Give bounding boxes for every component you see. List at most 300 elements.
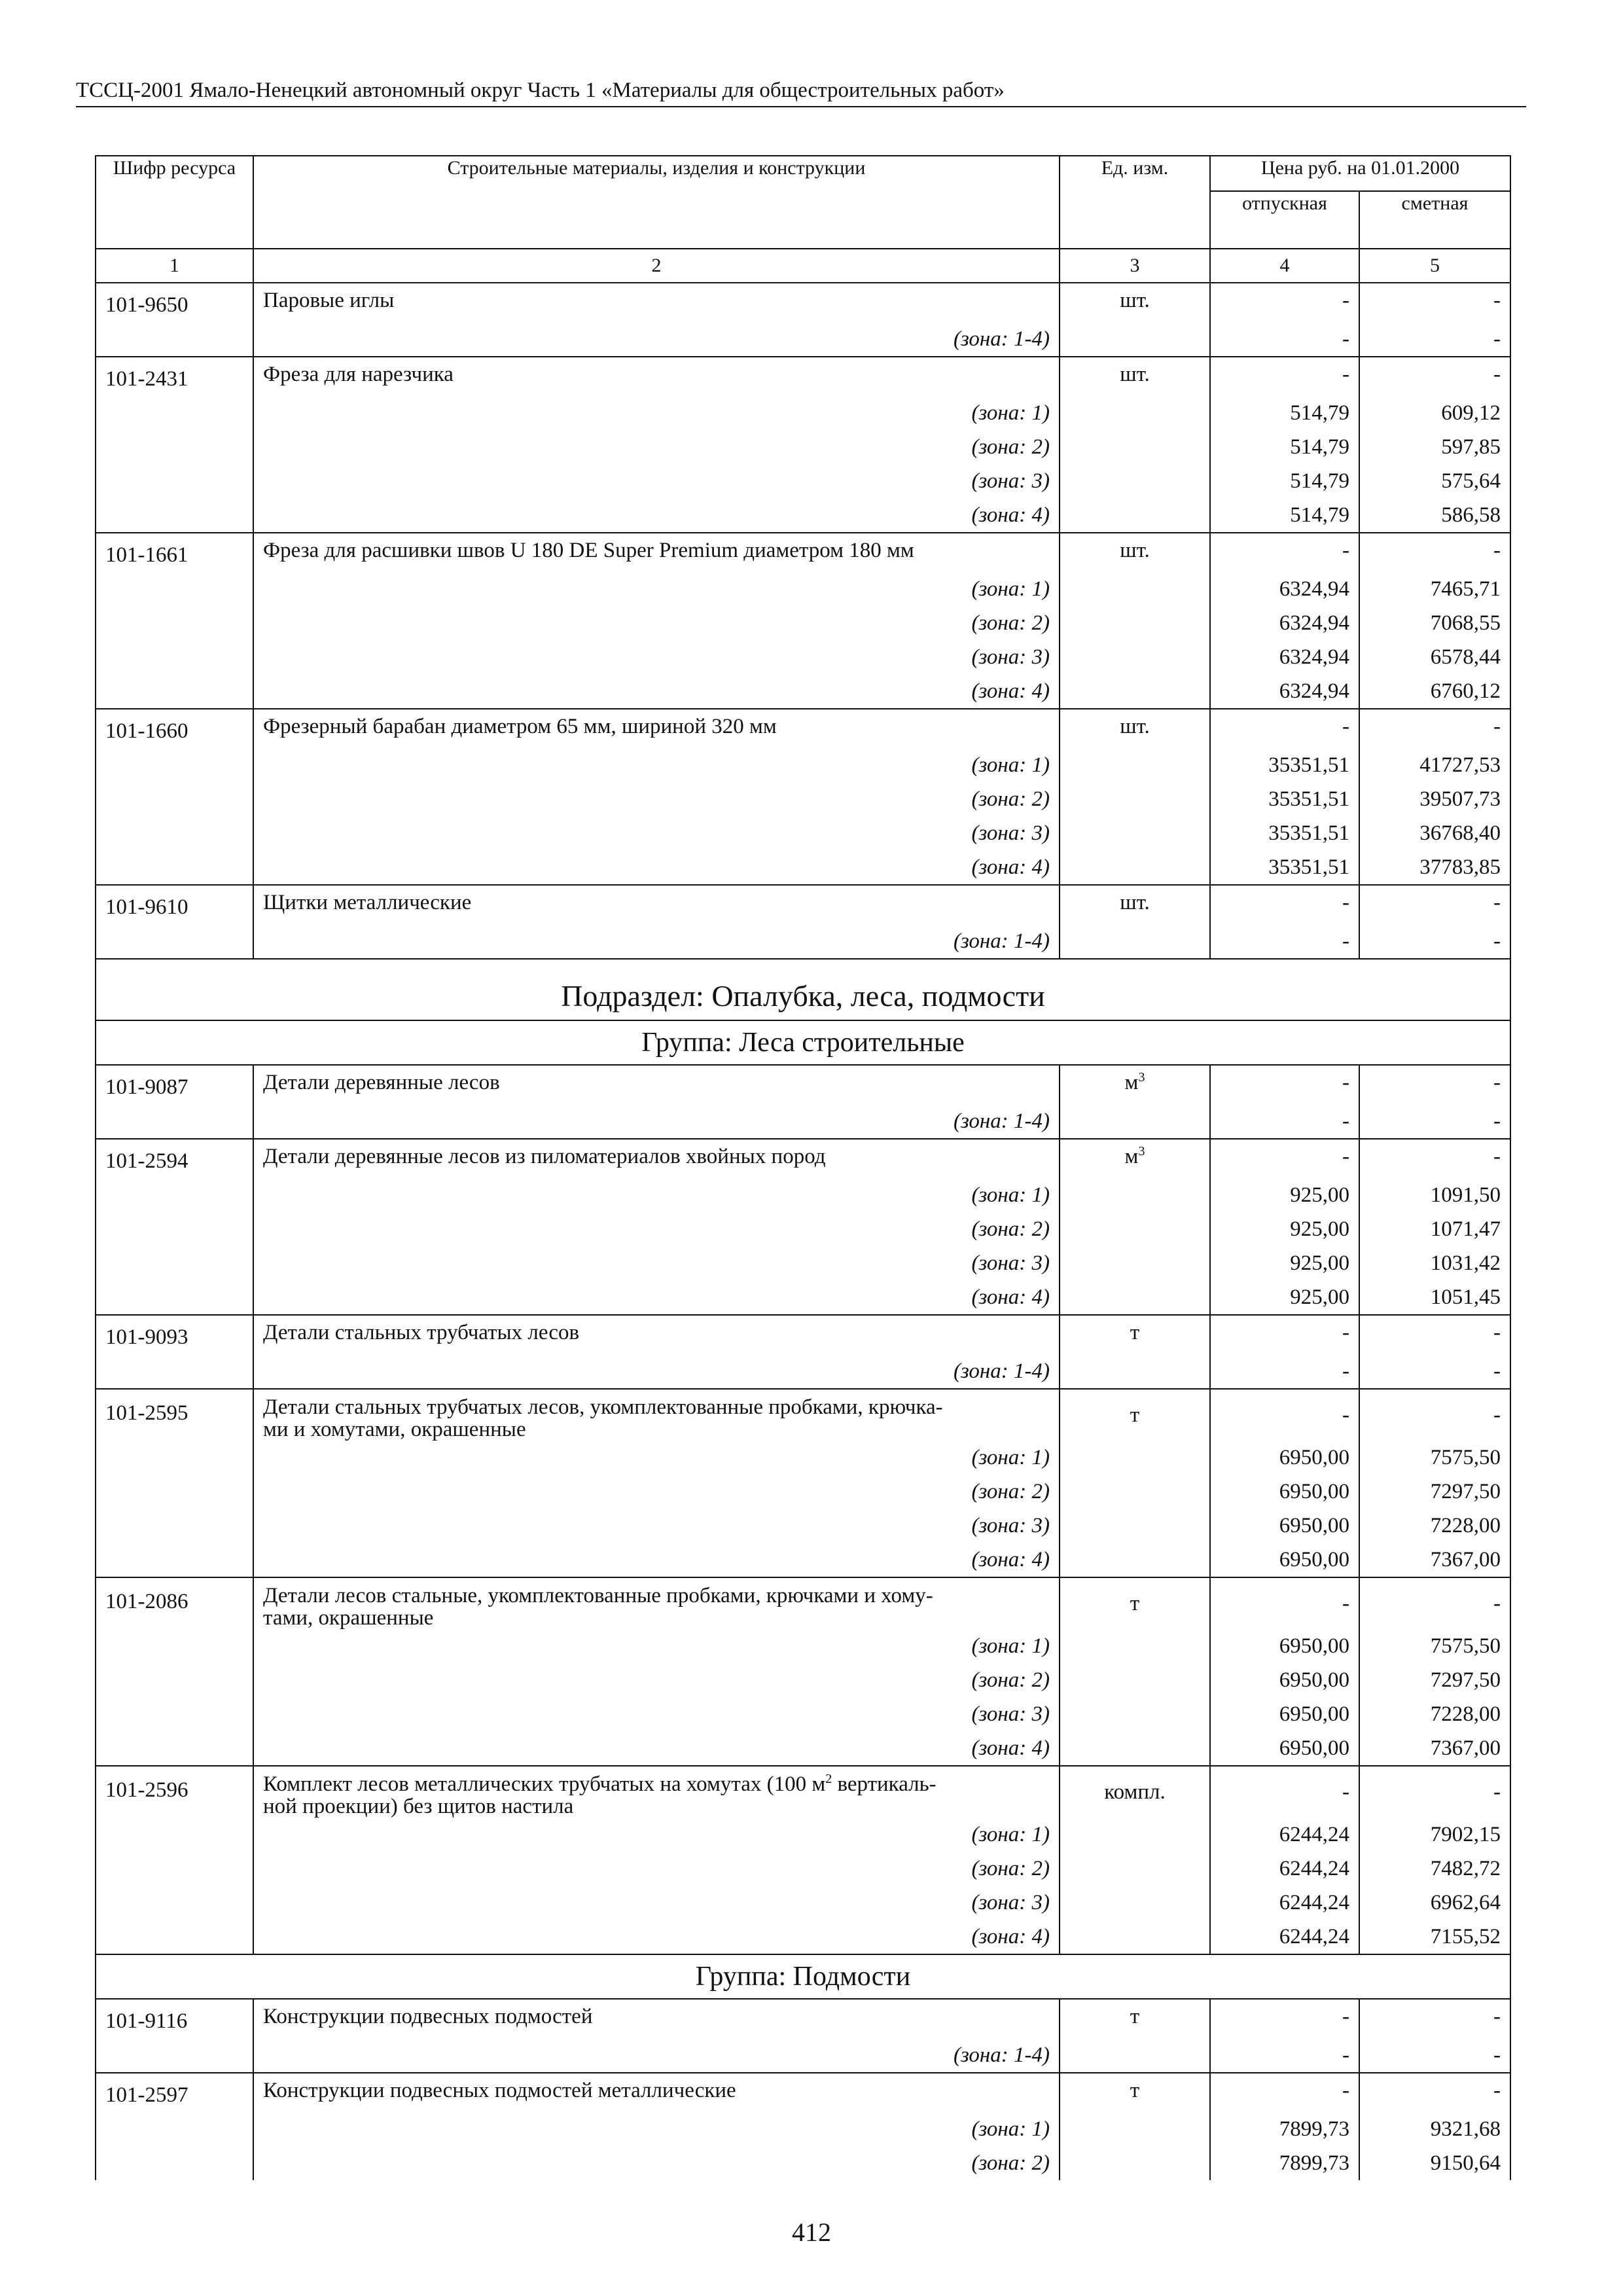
estimate-price: 1071,47: [1359, 1212, 1510, 1246]
zone-row: [96, 640, 1510, 674]
zone-row: [96, 1697, 1510, 1731]
group-row: [96, 1020, 1510, 1065]
zone-label: (зона: 3): [253, 1697, 1060, 1731]
zone-row: [96, 1663, 1510, 1697]
estimate-price: 586,58: [1359, 498, 1510, 533]
resource-code-empty: [96, 1441, 253, 1475]
resource-code-empty: [96, 430, 253, 464]
zone-label: (зона: 1-4): [253, 1104, 1060, 1139]
release-price: 6950,00: [1210, 1475, 1359, 1509]
zone-row: [96, 572, 1510, 606]
release-price: 6244,24: [1210, 1886, 1359, 1920]
estimate-price: -: [1359, 1354, 1510, 1389]
zone-row: [96, 816, 1510, 850]
resource-code-empty: [96, 1818, 253, 1852]
zone-row: [96, 2038, 1510, 2073]
resource-code-empty: [96, 1475, 253, 1509]
resource-code-empty: [96, 1104, 253, 1139]
material-name: [253, 1315, 1060, 1354]
zone-row: [96, 464, 1510, 498]
material-name-line: Детали деревянные лесов из пиломатериалов хвойных пород: [263, 1145, 826, 1168]
unit: [1060, 1766, 1210, 1818]
column-number: 3: [1060, 249, 1210, 283]
release-price: 6324,94: [1210, 640, 1359, 674]
resource-code-empty: [96, 674, 253, 709]
material-name-line: Детали деревянные лесов: [263, 1071, 500, 1094]
release-price: 7899,73: [1210, 2112, 1359, 2146]
release-price: 925,00: [1210, 1280, 1359, 1315]
group-title: Группа: Леса строительные: [96, 1020, 1510, 1065]
zone-row: [96, 924, 1510, 959]
unit-empty: [1060, 816, 1210, 850]
zone-row: [96, 606, 1510, 640]
material-name: [253, 1389, 1060, 1441]
unit-text: компл.: [1104, 1780, 1166, 1804]
zone-row: [96, 1886, 1510, 1920]
resource-code-empty: [96, 1178, 253, 1212]
estimate-price: 7575,50: [1359, 1441, 1510, 1475]
estimate-price: 9321,68: [1359, 2112, 1510, 2146]
unit-empty: [1060, 1697, 1210, 1731]
unit-empty: [1060, 1663, 1210, 1697]
page-header: ТССЦ-2001 Ямало-Ненецкий автономный округ Часть 1 «Материалы для общестроительных работ»: [76, 77, 1526, 107]
resource-code: 101-2594: [96, 1139, 253, 1178]
estimate-price: 1091,50: [1359, 1178, 1510, 1212]
estimate-price: 7902,15: [1359, 1818, 1510, 1852]
resource-code: 101-2595: [96, 1389, 253, 1441]
estimate-price: -: [1359, 2038, 1510, 2073]
material-name: [253, 1999, 1060, 2038]
table-row: [96, 1315, 1510, 1354]
material-name: [253, 283, 1060, 322]
estimate-price: 7297,50: [1359, 1663, 1510, 1697]
estimate-price: -: [1359, 1577, 1510, 1629]
zone-row: [96, 782, 1510, 816]
zone-label: (зона: 4): [253, 850, 1060, 885]
resource-code-empty: [96, 1629, 253, 1663]
zone-label: (зона: 2): [253, 782, 1060, 816]
estimate-price: -: [1359, 1139, 1510, 1178]
zone-label: (зона: 2): [253, 1663, 1060, 1697]
material-name-line: вертикаль-: [832, 1772, 936, 1796]
release-price: -: [1210, 885, 1359, 924]
zone-label: (зона: 1-4): [253, 924, 1060, 959]
resource-code-empty: [96, 1852, 253, 1886]
unit-empty: [1060, 322, 1210, 357]
zone-label: (зона: 2): [253, 1475, 1060, 1509]
material-name: [253, 885, 1060, 924]
estimate-price: 41727,53: [1359, 748, 1510, 782]
unit: [1060, 1389, 1210, 1441]
unit-empty: [1060, 1354, 1210, 1389]
table-body: [96, 283, 1510, 2180]
zone-row: [96, 2112, 1510, 2146]
release-price: 6244,24: [1210, 1818, 1359, 1852]
zone-label: (зона: 4): [253, 674, 1060, 709]
material-name: [253, 1577, 1060, 1629]
material-name-line: Детали стальных трубчатых лесов, укомплектованные пробками, крючка-: [263, 1395, 943, 1419]
estimate-price: -: [1359, 283, 1510, 322]
release-price: 6244,24: [1210, 1852, 1359, 1886]
estimate-price: 6760,12: [1359, 674, 1510, 709]
zone-label: (зона: 1-4): [253, 322, 1060, 357]
release-price: 35351,51: [1210, 816, 1359, 850]
unit-text: шт.: [1120, 289, 1150, 312]
zone-row: [96, 1354, 1510, 1389]
unit-text: м: [1124, 1071, 1139, 1094]
unit-empty: [1060, 464, 1210, 498]
column-number: 2: [253, 249, 1060, 283]
table-row: [96, 1065, 1510, 1104]
resource-code-empty: [96, 850, 253, 885]
estimate-price: 36768,40: [1359, 816, 1510, 850]
release-price: 6950,00: [1210, 1509, 1359, 1543]
estimate-price: 7465,71: [1359, 572, 1510, 606]
unit-empty: [1060, 1280, 1210, 1315]
page-number: 412: [792, 2217, 831, 2247]
unit-empty: [1060, 606, 1210, 640]
estimate-price: -: [1359, 1766, 1510, 1818]
unit: [1060, 533, 1210, 572]
unit-text: шт.: [1120, 891, 1150, 914]
unit-empty: [1060, 1920, 1210, 1954]
estimate-price: 597,85: [1359, 430, 1510, 464]
unit: [1060, 357, 1210, 396]
estimate-price: -: [1359, 709, 1510, 748]
release-price: 514,79: [1210, 430, 1359, 464]
unit-empty: [1060, 1178, 1210, 1212]
subsection-row: [96, 959, 1510, 1020]
unit-empty: [1060, 1543, 1210, 1577]
estimate-price: -: [1359, 322, 1510, 357]
zone-label: (зона: 1-4): [253, 2038, 1060, 2073]
table-row: [96, 1389, 1510, 1441]
unit-empty: [1060, 1104, 1210, 1139]
zone-label: (зона: 4): [253, 1280, 1060, 1315]
table-row: [96, 283, 1510, 322]
resource-code-empty: [96, 1280, 253, 1315]
table-row: [96, 885, 1510, 924]
unit-text: т: [1130, 1403, 1140, 1427]
zone-label: (зона: 2): [253, 430, 1060, 464]
table-row: [96, 1999, 1510, 2038]
column-number: 1: [96, 249, 253, 283]
estimate-price: -: [1359, 885, 1510, 924]
material-name: [253, 1139, 1060, 1178]
table-row: [96, 1139, 1510, 1178]
zone-row: [96, 1920, 1510, 1954]
zone-row: [96, 1629, 1510, 1663]
zone-row: [96, 748, 1510, 782]
release-price: 6950,00: [1210, 1731, 1359, 1766]
release-price: -: [1210, 1389, 1359, 1441]
estimate-price: -: [1359, 1315, 1510, 1354]
resource-code-empty: [96, 1886, 253, 1920]
resource-code: 101-9087: [96, 1065, 253, 1104]
resource-code: 101-2431: [96, 357, 253, 396]
material-name-line: Паровые иглы: [263, 289, 395, 312]
column-number: 5: [1359, 249, 1510, 283]
release-price: 514,79: [1210, 396, 1359, 430]
release-price: 6950,00: [1210, 1663, 1359, 1697]
material-name-line: Фреза для расшивки швов U 180 DE Super Premium диаметром 180 мм: [263, 539, 914, 562]
zone-label: (зона: 2): [253, 1852, 1060, 1886]
unit-empty: [1060, 1441, 1210, 1475]
zone-label: (зона: 3): [253, 1509, 1060, 1543]
resource-code-empty: [96, 606, 253, 640]
zone-label: (зона: 3): [253, 464, 1060, 498]
release-price: 6950,00: [1210, 1543, 1359, 1577]
estimate-price: -: [1359, 1999, 1510, 2038]
unit: [1060, 1999, 1210, 2038]
resource-code: 101-1661: [96, 533, 253, 572]
material-name: [253, 1766, 1060, 1818]
release-price: 6324,94: [1210, 572, 1359, 606]
release-price: 6324,94: [1210, 674, 1359, 709]
table-row: [96, 709, 1510, 748]
resource-code-empty: [96, 2112, 253, 2146]
unit-empty: [1060, 674, 1210, 709]
release-price: 925,00: [1210, 1246, 1359, 1280]
estimate-price: 7155,52: [1359, 1920, 1510, 1954]
resource-code-empty: [96, 2146, 253, 2180]
material-name-line: тами, окрашенные: [263, 1606, 434, 1630]
unit-empty: [1060, 430, 1210, 464]
unit: [1060, 1315, 1210, 1354]
zone-label: (зона: 2): [253, 2146, 1060, 2180]
unit-empty: [1060, 1852, 1210, 1886]
zone-label: (зона: 1-4): [253, 1354, 1060, 1389]
unit-empty: [1060, 2146, 1210, 2180]
zone-label: (зона: 3): [253, 1886, 1060, 1920]
unit-empty: [1060, 1629, 1210, 1663]
estimate-price: 7367,00: [1359, 1731, 1510, 1766]
zone-label: (зона: 4): [253, 1731, 1060, 1766]
zone-label: (зона: 1): [253, 1178, 1060, 1212]
estimate-price: -: [1359, 533, 1510, 572]
unit-empty: [1060, 1212, 1210, 1246]
release-price: 6950,00: [1210, 1441, 1359, 1475]
zone-row: [96, 1731, 1510, 1766]
zone-row: [96, 1212, 1510, 1246]
zone-row: [96, 1104, 1510, 1139]
zone-label: (зона: 3): [253, 816, 1060, 850]
unit: [1060, 885, 1210, 924]
release-price: -: [1210, 1065, 1359, 1104]
estimate-price: -: [1359, 357, 1510, 396]
estimate-price: 7367,00: [1359, 1543, 1510, 1577]
estimate-price: 9150,64: [1359, 2146, 1510, 2180]
release-price: 35351,51: [1210, 782, 1359, 816]
release-price: -: [1210, 1577, 1359, 1629]
estimate-price: 6578,44: [1359, 640, 1510, 674]
resource-code-empty: [96, 1663, 253, 1697]
estimate-price: 1051,45: [1359, 1280, 1510, 1315]
material-name-line: Детали лесов стальные, укомплектованные пробками, крючками и хому-: [263, 1584, 933, 1607]
unit-empty: [1060, 1818, 1210, 1852]
release-price: 514,79: [1210, 498, 1359, 533]
estimate-price: -: [1359, 924, 1510, 959]
resource-code-empty: [96, 816, 253, 850]
estimate-price: 37783,85: [1359, 850, 1510, 885]
release-price: -: [1210, 283, 1359, 322]
estimate-price: -: [1359, 1065, 1510, 1104]
resource-code-empty: [96, 1731, 253, 1766]
unit-empty: [1060, 748, 1210, 782]
zone-label: (зона: 1): [253, 1441, 1060, 1475]
zone-label: (зона: 3): [253, 1246, 1060, 1280]
release-price: -: [1210, 924, 1359, 959]
resource-code-empty: [96, 748, 253, 782]
zone-label: (зона: 4): [253, 1920, 1060, 1954]
resource-code: 101-2086: [96, 1577, 253, 1629]
zone-row: [96, 1246, 1510, 1280]
estimate-price: 7575,50: [1359, 1629, 1510, 1663]
resource-code-empty: [96, 1212, 253, 1246]
material-name: [253, 2073, 1060, 2112]
material-name: [253, 1065, 1060, 1104]
resource-code-empty: [96, 1509, 253, 1543]
unit: [1060, 709, 1210, 748]
material-name-line: ной проекции) без щитов настила: [263, 1795, 574, 1818]
resource-code-empty: [96, 1246, 253, 1280]
superscript: 3: [1138, 1070, 1145, 1085]
release-price: 6950,00: [1210, 1697, 1359, 1731]
estimate-price: 7228,00: [1359, 1509, 1510, 1543]
estimate-price: -: [1359, 1104, 1510, 1139]
unit-empty: [1060, 850, 1210, 885]
unit-text: шт.: [1120, 363, 1150, 386]
table-row: [96, 533, 1510, 572]
zone-label: (зона: 1): [253, 572, 1060, 606]
release-price: 925,00: [1210, 1178, 1359, 1212]
unit-empty: [1060, 640, 1210, 674]
release-price: -: [1210, 1999, 1359, 2038]
unit: [1060, 2073, 1210, 2112]
release-price: -: [1210, 322, 1359, 357]
column-header-name: Строительные материалы, изделия и конструкции: [253, 156, 1060, 249]
resource-code: 101-1660: [96, 709, 253, 748]
unit-text: т: [1130, 1592, 1140, 1615]
zone-row: [96, 850, 1510, 885]
material-name-line: Конструкции подвесных подмостей: [263, 2005, 593, 2028]
zone-row: [96, 1543, 1510, 1577]
zone-row: [96, 498, 1510, 533]
estimate-price: -: [1359, 2073, 1510, 2112]
group-title: Группа: Подмости: [96, 1954, 1510, 1999]
unit-text: т: [1130, 2079, 1140, 2102]
zone-row: [96, 2146, 1510, 2180]
resource-code-empty: [96, 782, 253, 816]
unit-empty: [1060, 1509, 1210, 1543]
material-name: [253, 533, 1060, 572]
material-name-line: Щитки металлические: [263, 891, 472, 914]
zone-row: [96, 1509, 1510, 1543]
release-price: 35351,51: [1210, 850, 1359, 885]
resource-code-empty: [96, 1697, 253, 1731]
unit-text: шт.: [1120, 539, 1150, 562]
material-name-line: Детали стальных трубчатых лесов: [263, 1321, 580, 1344]
material-name-line: Фреза для нарезчика: [263, 363, 454, 386]
unit-empty: [1060, 1475, 1210, 1509]
release-price: 6244,24: [1210, 1920, 1359, 1954]
release-price: 925,00: [1210, 1212, 1359, 1246]
estimate-price: 7228,00: [1359, 1697, 1510, 1731]
superscript: 2: [825, 1772, 832, 1786]
column-header-estimate-price: сметная: [1359, 191, 1510, 249]
zone-label: (зона: 1): [253, 2112, 1060, 2146]
resource-code: 101-2596: [96, 1766, 253, 1818]
release-price: -: [1210, 357, 1359, 396]
zone-row: [96, 1178, 1510, 1212]
unit: [1060, 283, 1210, 322]
release-price: 514,79: [1210, 464, 1359, 498]
resource-code: 101-9093: [96, 1315, 253, 1354]
resource-code-empty: [96, 322, 253, 357]
zone-row: [96, 1441, 1510, 1475]
release-price: -: [1210, 2073, 1359, 2112]
release-price: 7899,73: [1210, 2146, 1359, 2180]
zone-row: [96, 1852, 1510, 1886]
estimate-price: 609,12: [1359, 396, 1510, 430]
unit-empty: [1060, 1246, 1210, 1280]
material-name-line: ми и хомутами, окрашенные: [263, 1418, 526, 1441]
estimate-price: 7482,72: [1359, 1852, 1510, 1886]
zone-label: (зона: 1): [253, 396, 1060, 430]
zone-label: (зона: 2): [253, 606, 1060, 640]
unit-empty: [1060, 924, 1210, 959]
unit-text: т: [1130, 2005, 1140, 2028]
column-number: 4: [1210, 249, 1359, 283]
material-name-line: Конструкции подвесных подмостей металлические: [263, 2079, 736, 2102]
release-price: 6950,00: [1210, 1629, 1359, 1663]
resource-code: 101-9116: [96, 1999, 253, 2038]
column-header-code: Шифр ресурса: [96, 156, 253, 249]
release-price: 6324,94: [1210, 606, 1359, 640]
resource-code-empty: [96, 1920, 253, 1954]
zone-label: (зона: 4): [253, 1543, 1060, 1577]
release-price: -: [1210, 1354, 1359, 1389]
superscript: 3: [1138, 1144, 1145, 1158]
resource-code-empty: [96, 1543, 253, 1577]
unit-empty: [1060, 782, 1210, 816]
column-header-unit: Ед. изм.: [1060, 156, 1210, 249]
release-price: -: [1210, 1766, 1359, 1818]
unit-text: м: [1124, 1145, 1139, 1168]
estimate-price: 1031,42: [1359, 1246, 1510, 1280]
unit-empty: [1060, 2038, 1210, 2073]
unit: [1060, 1065, 1210, 1104]
resource-code-empty: [96, 640, 253, 674]
zone-row: [96, 322, 1510, 357]
material-name: [253, 357, 1060, 396]
zone-row: [96, 396, 1510, 430]
release-price: -: [1210, 533, 1359, 572]
estimate-price: 7297,50: [1359, 1475, 1510, 1509]
release-price: -: [1210, 709, 1359, 748]
unit-empty: [1060, 1731, 1210, 1766]
unit-empty: [1060, 2112, 1210, 2146]
resource-code: 101-9650: [96, 283, 253, 322]
release-price: -: [1210, 2038, 1359, 2073]
zone-label: (зона: 3): [253, 640, 1060, 674]
table-row: [96, 1766, 1510, 1818]
release-price: -: [1210, 1315, 1359, 1354]
unit-text: шт.: [1120, 715, 1150, 738]
resource-code-empty: [96, 2038, 253, 2073]
unit-empty: [1060, 572, 1210, 606]
resource-code-empty: [96, 396, 253, 430]
